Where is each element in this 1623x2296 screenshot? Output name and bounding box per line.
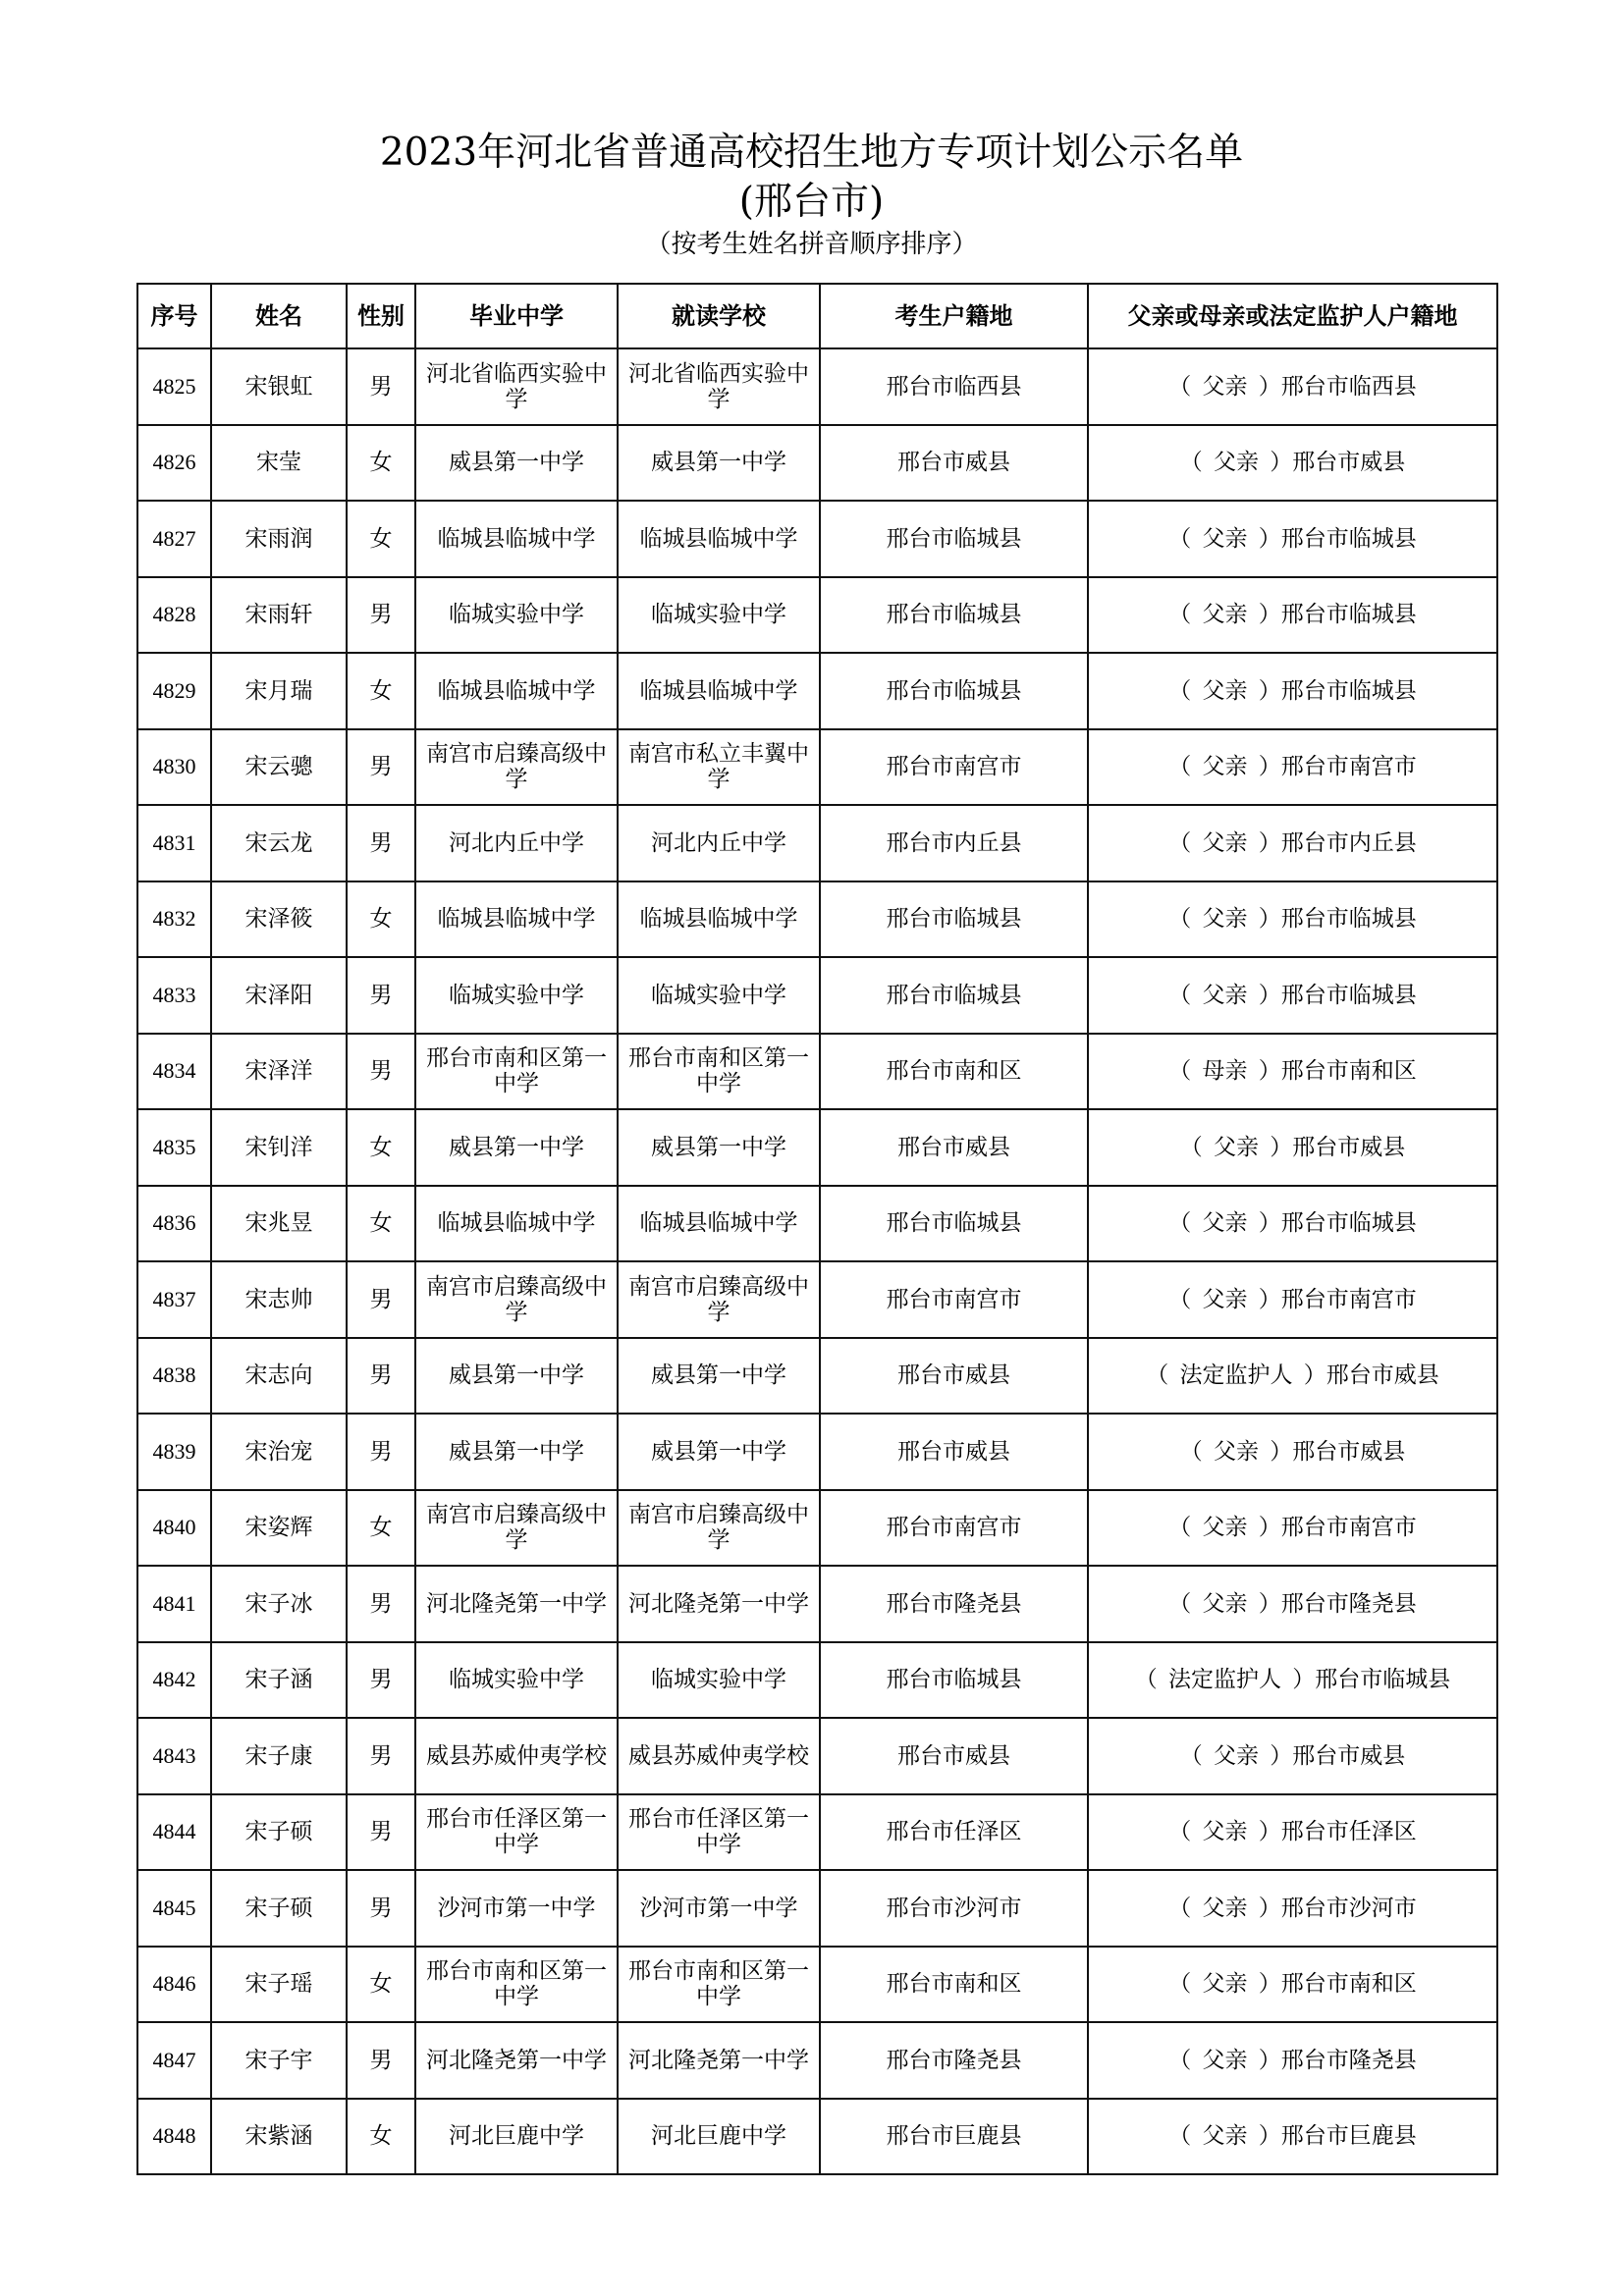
cell-name: 宋子硕 — [211, 1794, 347, 1871]
cell-graduated-school: 临城县临城中学 — [415, 881, 618, 958]
cell-current-school: 临城县临城中学 — [618, 653, 820, 729]
cell-gender: 女 — [347, 881, 415, 958]
cell-name: 宋莹 — [211, 425, 347, 502]
cell-household-registration: 邢台市南和区 — [820, 1034, 1088, 1110]
cell-household-registration: 邢台市临城县 — [820, 1186, 1088, 1262]
cell-gender: 女 — [347, 1109, 415, 1186]
cell-gender: 男 — [347, 1870, 415, 1947]
cell-household-registration: 邢台市沙河市 — [820, 1870, 1088, 1947]
cell-graduated-school: 河北隆尧第一中学 — [415, 2022, 618, 2099]
cell-gender: 男 — [347, 729, 415, 806]
cell-graduated-school: 河北省临西实验中学 — [415, 348, 618, 425]
table-row — [137, 1034, 1497, 1110]
cell-name: 宋钊洋 — [211, 1109, 347, 1186]
cell-name: 宋志向 — [211, 1338, 347, 1415]
cell-guardian-registration: （ 父亲 ）邢台市沙河市 — [1088, 1870, 1497, 1947]
table-row — [137, 348, 1497, 425]
cell-current-school: 河北隆尧第一中学 — [618, 2022, 820, 2099]
cell-gender: 男 — [347, 1566, 415, 1642]
cell-serial-no: 4834 — [137, 1034, 211, 1110]
header-current-school: 就读学校 — [618, 284, 820, 348]
cell-guardian-registration: （ 父亲 ）邢台市临城县 — [1088, 881, 1497, 958]
cell-graduated-school: 南宫市启臻高级中学 — [415, 1490, 618, 1567]
cell-current-school: 临城县临城中学 — [618, 1186, 820, 1262]
cell-gender: 男 — [347, 805, 415, 881]
cell-household-registration: 邢台市威县 — [820, 1718, 1088, 1794]
cell-serial-no: 4847 — [137, 2022, 211, 2099]
cell-guardian-registration: （ 父亲 ）邢台市临城县 — [1088, 577, 1497, 654]
header-guardian-registration: 父亲或母亲或法定监护人户籍地 — [1088, 284, 1497, 348]
cell-current-school: 沙河市第一中学 — [618, 1870, 820, 1947]
cell-household-registration: 邢台市隆尧县 — [820, 2022, 1088, 2099]
cell-guardian-registration: （ 父亲 ）邢台市任泽区 — [1088, 1794, 1497, 1871]
cell-household-registration: 邢台市临城县 — [820, 577, 1088, 654]
cell-current-school: 威县苏威仲夷学校 — [618, 1718, 820, 1794]
cell-guardian-registration: （ 父亲 ）邢台市隆尧县 — [1088, 1566, 1497, 1642]
table-row — [137, 1870, 1497, 1947]
cell-current-school: 临城实验中学 — [618, 577, 820, 654]
cell-graduated-school: 威县第一中学 — [415, 1109, 618, 1186]
cell-serial-no: 4836 — [137, 1186, 211, 1262]
cell-serial-no: 4828 — [137, 577, 211, 654]
cell-name: 宋泽洋 — [211, 1034, 347, 1110]
cell-guardian-registration: （ 父亲 ）邢台市威县 — [1088, 425, 1497, 502]
cell-name: 宋月瑞 — [211, 653, 347, 729]
cell-current-school: 临城县临城中学 — [618, 501, 820, 577]
cell-name: 宋云龙 — [211, 805, 347, 881]
table-row — [137, 1186, 1497, 1262]
cell-serial-no: 4833 — [137, 957, 211, 1034]
cell-name: 宋子宇 — [211, 2022, 347, 2099]
table-row — [137, 653, 1497, 729]
cell-name: 宋雨轩 — [211, 577, 347, 654]
cell-serial-no: 4845 — [137, 1870, 211, 1947]
header-graduated-school: 毕业中学 — [415, 284, 618, 348]
table-row — [137, 425, 1497, 502]
cell-serial-no: 4826 — [137, 425, 211, 502]
cell-name: 宋银虹 — [211, 348, 347, 425]
cell-household-registration: 邢台市南和区 — [820, 1947, 1088, 2023]
table-header-row — [137, 284, 1497, 348]
cell-gender: 女 — [347, 1490, 415, 1567]
cell-name: 宋兆昱 — [211, 1186, 347, 1262]
cell-household-registration: 邢台市南宫市 — [820, 729, 1088, 806]
cell-guardian-registration: （ 父亲 ）邢台市南宫市 — [1088, 729, 1497, 806]
cell-gender: 男 — [347, 1718, 415, 1794]
table-row — [137, 957, 1497, 1034]
table-row — [137, 1338, 1497, 1415]
cell-graduated-school: 临城实验中学 — [415, 957, 618, 1034]
cell-serial-no: 4835 — [137, 1109, 211, 1186]
header-serial-no: 序号 — [137, 284, 211, 348]
cell-graduated-school: 邢台市南和区第一中学 — [415, 1034, 618, 1110]
cell-household-registration: 邢台市巨鹿县 — [820, 2099, 1088, 2175]
table-row — [137, 1414, 1497, 1490]
cell-current-school: 临城县临城中学 — [618, 881, 820, 958]
cell-graduated-school: 临城县临城中学 — [415, 501, 618, 577]
cell-household-registration: 邢台市内丘县 — [820, 805, 1088, 881]
cell-current-school: 河北省临西实验中学 — [618, 348, 820, 425]
cell-household-registration: 邢台市威县 — [820, 1338, 1088, 1415]
cell-household-registration: 邢台市隆尧县 — [820, 1566, 1088, 1642]
cell-gender: 男 — [347, 1338, 415, 1415]
cell-graduated-school: 威县苏威仲夷学校 — [415, 1718, 618, 1794]
cell-current-school: 南宫市启臻高级中学 — [618, 1490, 820, 1567]
table-row — [137, 1261, 1497, 1338]
cell-current-school: 威县第一中学 — [618, 1109, 820, 1186]
cell-name: 宋志帅 — [211, 1261, 347, 1338]
cell-current-school: 南宫市私立丰翼中学 — [618, 729, 820, 806]
cell-graduated-school: 临城县临城中学 — [415, 1186, 618, 1262]
cell-guardian-registration: （ 父亲 ）邢台市巨鹿县 — [1088, 2099, 1497, 2175]
cell-serial-no: 4842 — [137, 1642, 211, 1719]
cell-guardian-registration: （ 父亲 ）邢台市南宫市 — [1088, 1490, 1497, 1567]
cell-graduated-school: 河北隆尧第一中学 — [415, 1566, 618, 1642]
cell-serial-no: 4840 — [137, 1490, 211, 1567]
cell-gender: 女 — [347, 653, 415, 729]
page-subtitle-city: (邢台市) — [738, 180, 885, 224]
cell-gender: 男 — [347, 1261, 415, 1338]
cell-name: 宋姿辉 — [211, 1490, 347, 1567]
cell-current-school: 威县第一中学 — [618, 1414, 820, 1490]
cell-household-registration: 邢台市临城县 — [820, 957, 1088, 1034]
cell-gender: 男 — [347, 2022, 415, 2099]
cell-name: 宋子瑶 — [211, 1947, 347, 2023]
cell-serial-no: 4829 — [137, 653, 211, 729]
cell-gender: 男 — [347, 957, 415, 1034]
cell-guardian-registration: （ 父亲 ）邢台市南和区 — [1088, 1947, 1497, 2023]
cell-current-school: 南宫市启臻高级中学 — [618, 1261, 820, 1338]
cell-guardian-registration: （ 法定监护人 ）邢台市临城县 — [1088, 1642, 1497, 1719]
table-row — [137, 1718, 1497, 1794]
table-row — [137, 501, 1497, 577]
cell-serial-no: 4846 — [137, 1947, 211, 2023]
cell-name: 宋治宠 — [211, 1414, 347, 1490]
cell-serial-no: 4843 — [137, 1718, 211, 1794]
cell-guardian-registration: （ 父亲 ）邢台市临城县 — [1088, 1186, 1497, 1262]
cell-name: 宋子硕 — [211, 1870, 347, 1947]
table-row — [137, 881, 1497, 958]
cell-gender: 女 — [347, 501, 415, 577]
cell-current-school: 邢台市任泽区第一中学 — [618, 1794, 820, 1871]
cell-graduated-school: 威县第一中学 — [415, 1414, 618, 1490]
cell-gender: 男 — [347, 1794, 415, 1871]
table-row — [137, 729, 1497, 806]
cell-current-school: 临城实验中学 — [618, 957, 820, 1034]
cell-serial-no: 4831 — [137, 805, 211, 881]
cell-serial-no: 4848 — [137, 2099, 211, 2175]
cell-guardian-registration: （ 父亲 ）邢台市威县 — [1088, 1718, 1497, 1794]
cell-gender: 男 — [347, 1034, 415, 1110]
cell-household-registration: 邢台市任泽区 — [820, 1794, 1088, 1871]
cell-guardian-registration: （ 父亲 ）邢台市临城县 — [1088, 501, 1497, 577]
cell-graduated-school: 河北巨鹿中学 — [415, 2099, 618, 2175]
cell-graduated-school: 南宫市启臻高级中学 — [415, 1261, 618, 1338]
cell-name: 宋紫涵 — [211, 2099, 347, 2175]
cell-serial-no: 4837 — [137, 1261, 211, 1338]
cell-gender: 女 — [347, 1947, 415, 2023]
table-row — [137, 2022, 1497, 2099]
cell-name: 宋子冰 — [211, 1566, 347, 1642]
table-row — [137, 1794, 1497, 1871]
cell-household-registration: 邢台市南宫市 — [820, 1490, 1088, 1567]
cell-graduated-school: 威县第一中学 — [415, 1338, 618, 1415]
cell-guardian-registration: （ 母亲 ）邢台市南和区 — [1088, 1034, 1497, 1110]
cell-guardian-registration: （ 父亲 ）邢台市内丘县 — [1088, 805, 1497, 881]
cell-household-registration: 邢台市临西县 — [820, 348, 1088, 425]
table-row — [137, 805, 1497, 881]
cell-current-school: 河北隆尧第一中学 — [618, 1566, 820, 1642]
cell-graduated-school: 河北内丘中学 — [415, 805, 618, 881]
cell-gender: 男 — [347, 1414, 415, 1490]
cell-name: 宋云骢 — [211, 729, 347, 806]
cell-current-school: 河北巨鹿中学 — [618, 2099, 820, 2175]
table-row — [137, 2099, 1497, 2175]
page-title: 2023年河北省普通高校招生地方专项计划公示名单 — [379, 131, 1244, 175]
cell-name: 宋泽阳 — [211, 957, 347, 1034]
cell-current-school: 河北内丘中学 — [618, 805, 820, 881]
cell-current-school: 临城实验中学 — [618, 1642, 820, 1719]
cell-gender: 女 — [347, 1186, 415, 1262]
cell-gender: 男 — [347, 577, 415, 654]
cell-graduated-school: 临城实验中学 — [415, 1642, 618, 1719]
cell-guardian-registration: （ 父亲 ）邢台市威县 — [1088, 1109, 1497, 1186]
cell-current-school: 邢台市南和区第一中学 — [618, 1034, 820, 1110]
cell-graduated-school: 邢台市任泽区第一中学 — [415, 1794, 618, 1871]
table-row — [137, 577, 1497, 654]
cell-name: 宋子涵 — [211, 1642, 347, 1719]
cell-serial-no: 4839 — [137, 1414, 211, 1490]
cell-serial-no: 4844 — [137, 1794, 211, 1871]
cell-household-registration: 邢台市威县 — [820, 1109, 1088, 1186]
cell-guardian-registration: （ 父亲 ）邢台市隆尧县 — [1088, 2022, 1497, 2099]
cell-guardian-registration: （ 父亲 ）邢台市威县 — [1088, 1414, 1497, 1490]
cell-graduated-school: 威县第一中学 — [415, 425, 618, 502]
cell-household-registration: 邢台市南宫市 — [820, 1261, 1088, 1338]
cell-serial-no: 4830 — [137, 729, 211, 806]
cell-name: 宋子康 — [211, 1718, 347, 1794]
cell-gender: 女 — [347, 425, 415, 502]
cell-name: 宋雨润 — [211, 501, 347, 577]
cell-guardian-registration: （ 父亲 ）邢台市南宫市 — [1088, 1261, 1497, 1338]
cell-guardian-registration: （ 父亲 ）邢台市临城县 — [1088, 957, 1497, 1034]
cell-guardian-registration: （ 父亲 ）邢台市临城县 — [1088, 653, 1497, 729]
table-row — [137, 1490, 1497, 1567]
cell-current-school: 邢台市南和区第一中学 — [618, 1947, 820, 2023]
cell-serial-no: 4838 — [137, 1338, 211, 1415]
cell-household-registration: 邢台市威县 — [820, 425, 1088, 502]
header-gender: 性别 — [347, 284, 415, 348]
table-row — [137, 1109, 1497, 1186]
cell-gender: 女 — [347, 2099, 415, 2175]
cell-graduated-school: 邢台市南和区第一中学 — [415, 1947, 618, 2023]
cell-household-registration: 邢台市临城县 — [820, 501, 1088, 577]
cell-current-school: 威县第一中学 — [618, 1338, 820, 1415]
header-household-registration: 考生户籍地 — [820, 284, 1088, 348]
cell-serial-no: 4825 — [137, 348, 211, 425]
sort-note: （按考生姓名拼音顺序排序） — [645, 230, 978, 259]
cell-graduated-school: 临城县临城中学 — [415, 653, 618, 729]
cell-serial-no: 4827 — [137, 501, 211, 577]
cell-household-registration: 邢台市临城县 — [820, 1642, 1088, 1719]
table-row — [137, 1566, 1497, 1642]
cell-serial-no: 4841 — [137, 1566, 211, 1642]
cell-graduated-school: 临城实验中学 — [415, 577, 618, 654]
cell-gender: 男 — [347, 1642, 415, 1719]
cell-guardian-registration: （ 父亲 ）邢台市临西县 — [1088, 348, 1497, 425]
cell-guardian-registration: （ 法定监护人 ）邢台市威县 — [1088, 1338, 1497, 1415]
cell-graduated-school: 沙河市第一中学 — [415, 1870, 618, 1947]
header-name: 姓名 — [211, 284, 347, 348]
applicant-table — [136, 283, 1498, 2175]
cell-household-registration: 邢台市临城县 — [820, 881, 1088, 958]
cell-name: 宋泽筱 — [211, 881, 347, 958]
cell-graduated-school: 南宫市启臻高级中学 — [415, 729, 618, 806]
cell-gender: 男 — [347, 348, 415, 425]
cell-household-registration: 邢台市临城县 — [820, 653, 1088, 729]
cell-current-school: 威县第一中学 — [618, 425, 820, 502]
cell-serial-no: 4832 — [137, 881, 211, 958]
cell-household-registration: 邢台市威县 — [820, 1414, 1088, 1490]
table-row — [137, 1642, 1497, 1719]
table-row — [137, 1947, 1497, 2023]
